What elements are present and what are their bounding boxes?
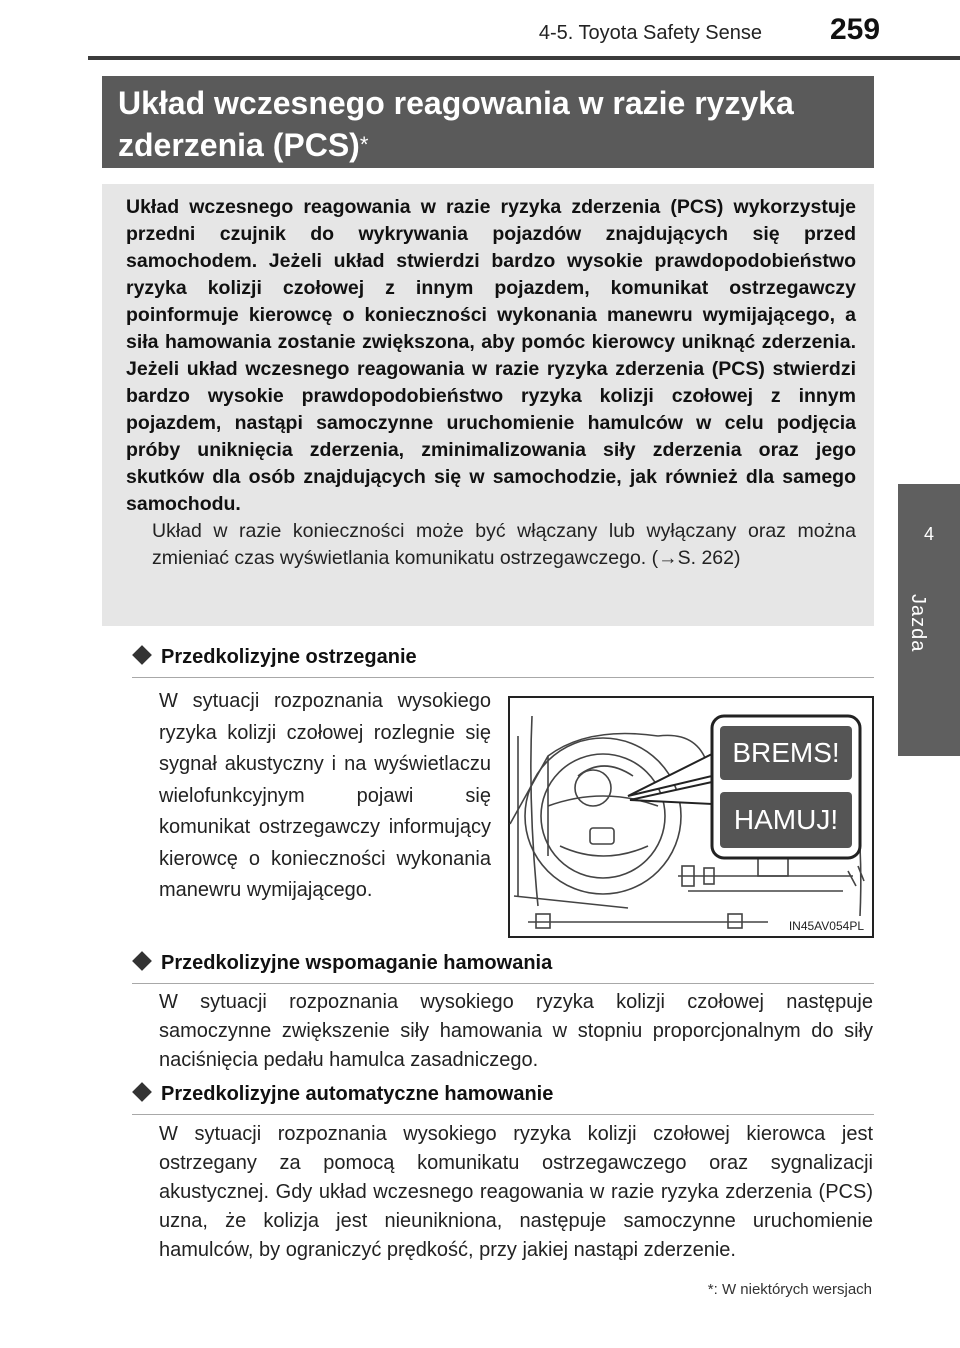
chapter-tab — [898, 484, 960, 756]
section-heading-auto-brake — [132, 1083, 874, 1115]
header-rule — [88, 56, 960, 60]
intro-note: Układ w razie konieczności może być włączany lub wyłączany oraz można zmieniać czas wyświetlania komunikatu ostrzegawczego. (→S. 262) — [152, 520, 856, 569]
dashboard-illustration — [508, 696, 874, 938]
diamond-bullet-icon — [132, 645, 152, 665]
title-footnote-mark: * — [359, 132, 369, 157]
section-heading-text: Przedkolizyjne wspomaganie hamowania — [161, 952, 553, 974]
chapter-number: 4 — [923, 524, 934, 544]
section-heading-brake-assist — [132, 952, 874, 984]
section-body-warning: W sytuacji rozpoznania wysokiego ryzyka kolizji czołowej rozlegnie się sygnał akustyczny i na wyświetlaczu wielofunkcyjnym pojawi się komunikat ostrzegawczy informujący kierowcę o konieczności wykonania manewru wymijającego. — [159, 690, 491, 901]
intro-box — [102, 184, 874, 626]
section-body-auto-brake: W sytuacji rozpoznania wysokiego ryzyka kolizji czołowej kierowca jest ostrzegany za pomocą komunikatu ostrzegawczego oraz sygnalizacji akustycznej. Gdy układ wczesnego reagowania w razie ryzyka zderzenia (PCS) uzna, że kolizja jest nieunikniona, następuje samoczynne uruchomienie hamulców, by ograniczyć prędkość, przy jakiej nastąpi zderzenie. — [159, 1123, 873, 1261]
section-heading-text: Przedkolizyjne automatyczne hamowanie — [161, 1083, 554, 1105]
title-text: Układ wczesnego reagowania w razie ryzyka zderzenia (PCS) — [118, 85, 794, 163]
message-hamuj: HAMUJ! — [733, 804, 839, 835]
intro-text: Układ wczesnego reagowania w razie ryzyka zderzenia (PCS) wykorzystuje przedni czujnik do wykrywania pojazdów znajdujących się przed samochodem. Jeżeli układ stwierdzi bardzo wysokie prawdopodobieństwo ryzyka kolizji czołowej z innym pojazdem, komunikat ostrzegawczy poinformuje kierowcę o konieczności wykonania manewru wymijającego, a siła hamowania zostanie zwiększona, aby pomóc kierowcy uniknąć zderzenia. Jeżeli układ wczesnego reagowania w razie ryzyka zderzenia (PCS) stwierdzi bardzo wysokie prawdopodobieństwo ryzyka kolizji czołowej z innym pojazdem, nastąpi samoczynne uruchomienie hamulców w celu podjęcia próby uniknięcia zderzenia, zminimalizowania siły zderzenia oraz jego skutków dla osób znajdujących się w samochodzie, jak również dla samego samochodu. — [126, 196, 856, 515]
footnote: *: W niektórych wersjach — [707, 1281, 872, 1298]
diamond-bullet-icon — [132, 951, 152, 971]
page-number: 259 — [830, 13, 881, 46]
section-title: 4-5. Toyota Safety Sense — [538, 22, 762, 44]
message-brems: BREMS! — [732, 737, 840, 768]
section-heading-warning — [132, 646, 874, 678]
section-title-box — [102, 76, 874, 168]
section-body-brake-assist: W sytuacji rozpoznania wysokiego ryzyka kolizji czołowej następuje samoczynne zwiększenie siły hamowania w stopniu proporcjonalnym do siły naciśnięcia pedału hamulca zasadniczego. — [159, 991, 873, 1071]
illustration-code: IN45AV054PL — [788, 919, 864, 933]
section-heading-text: Przedkolizyjne ostrzeganie — [161, 646, 417, 668]
diamond-bullet-icon — [132, 1082, 152, 1102]
chapter-label: Jazda — [907, 594, 929, 653]
